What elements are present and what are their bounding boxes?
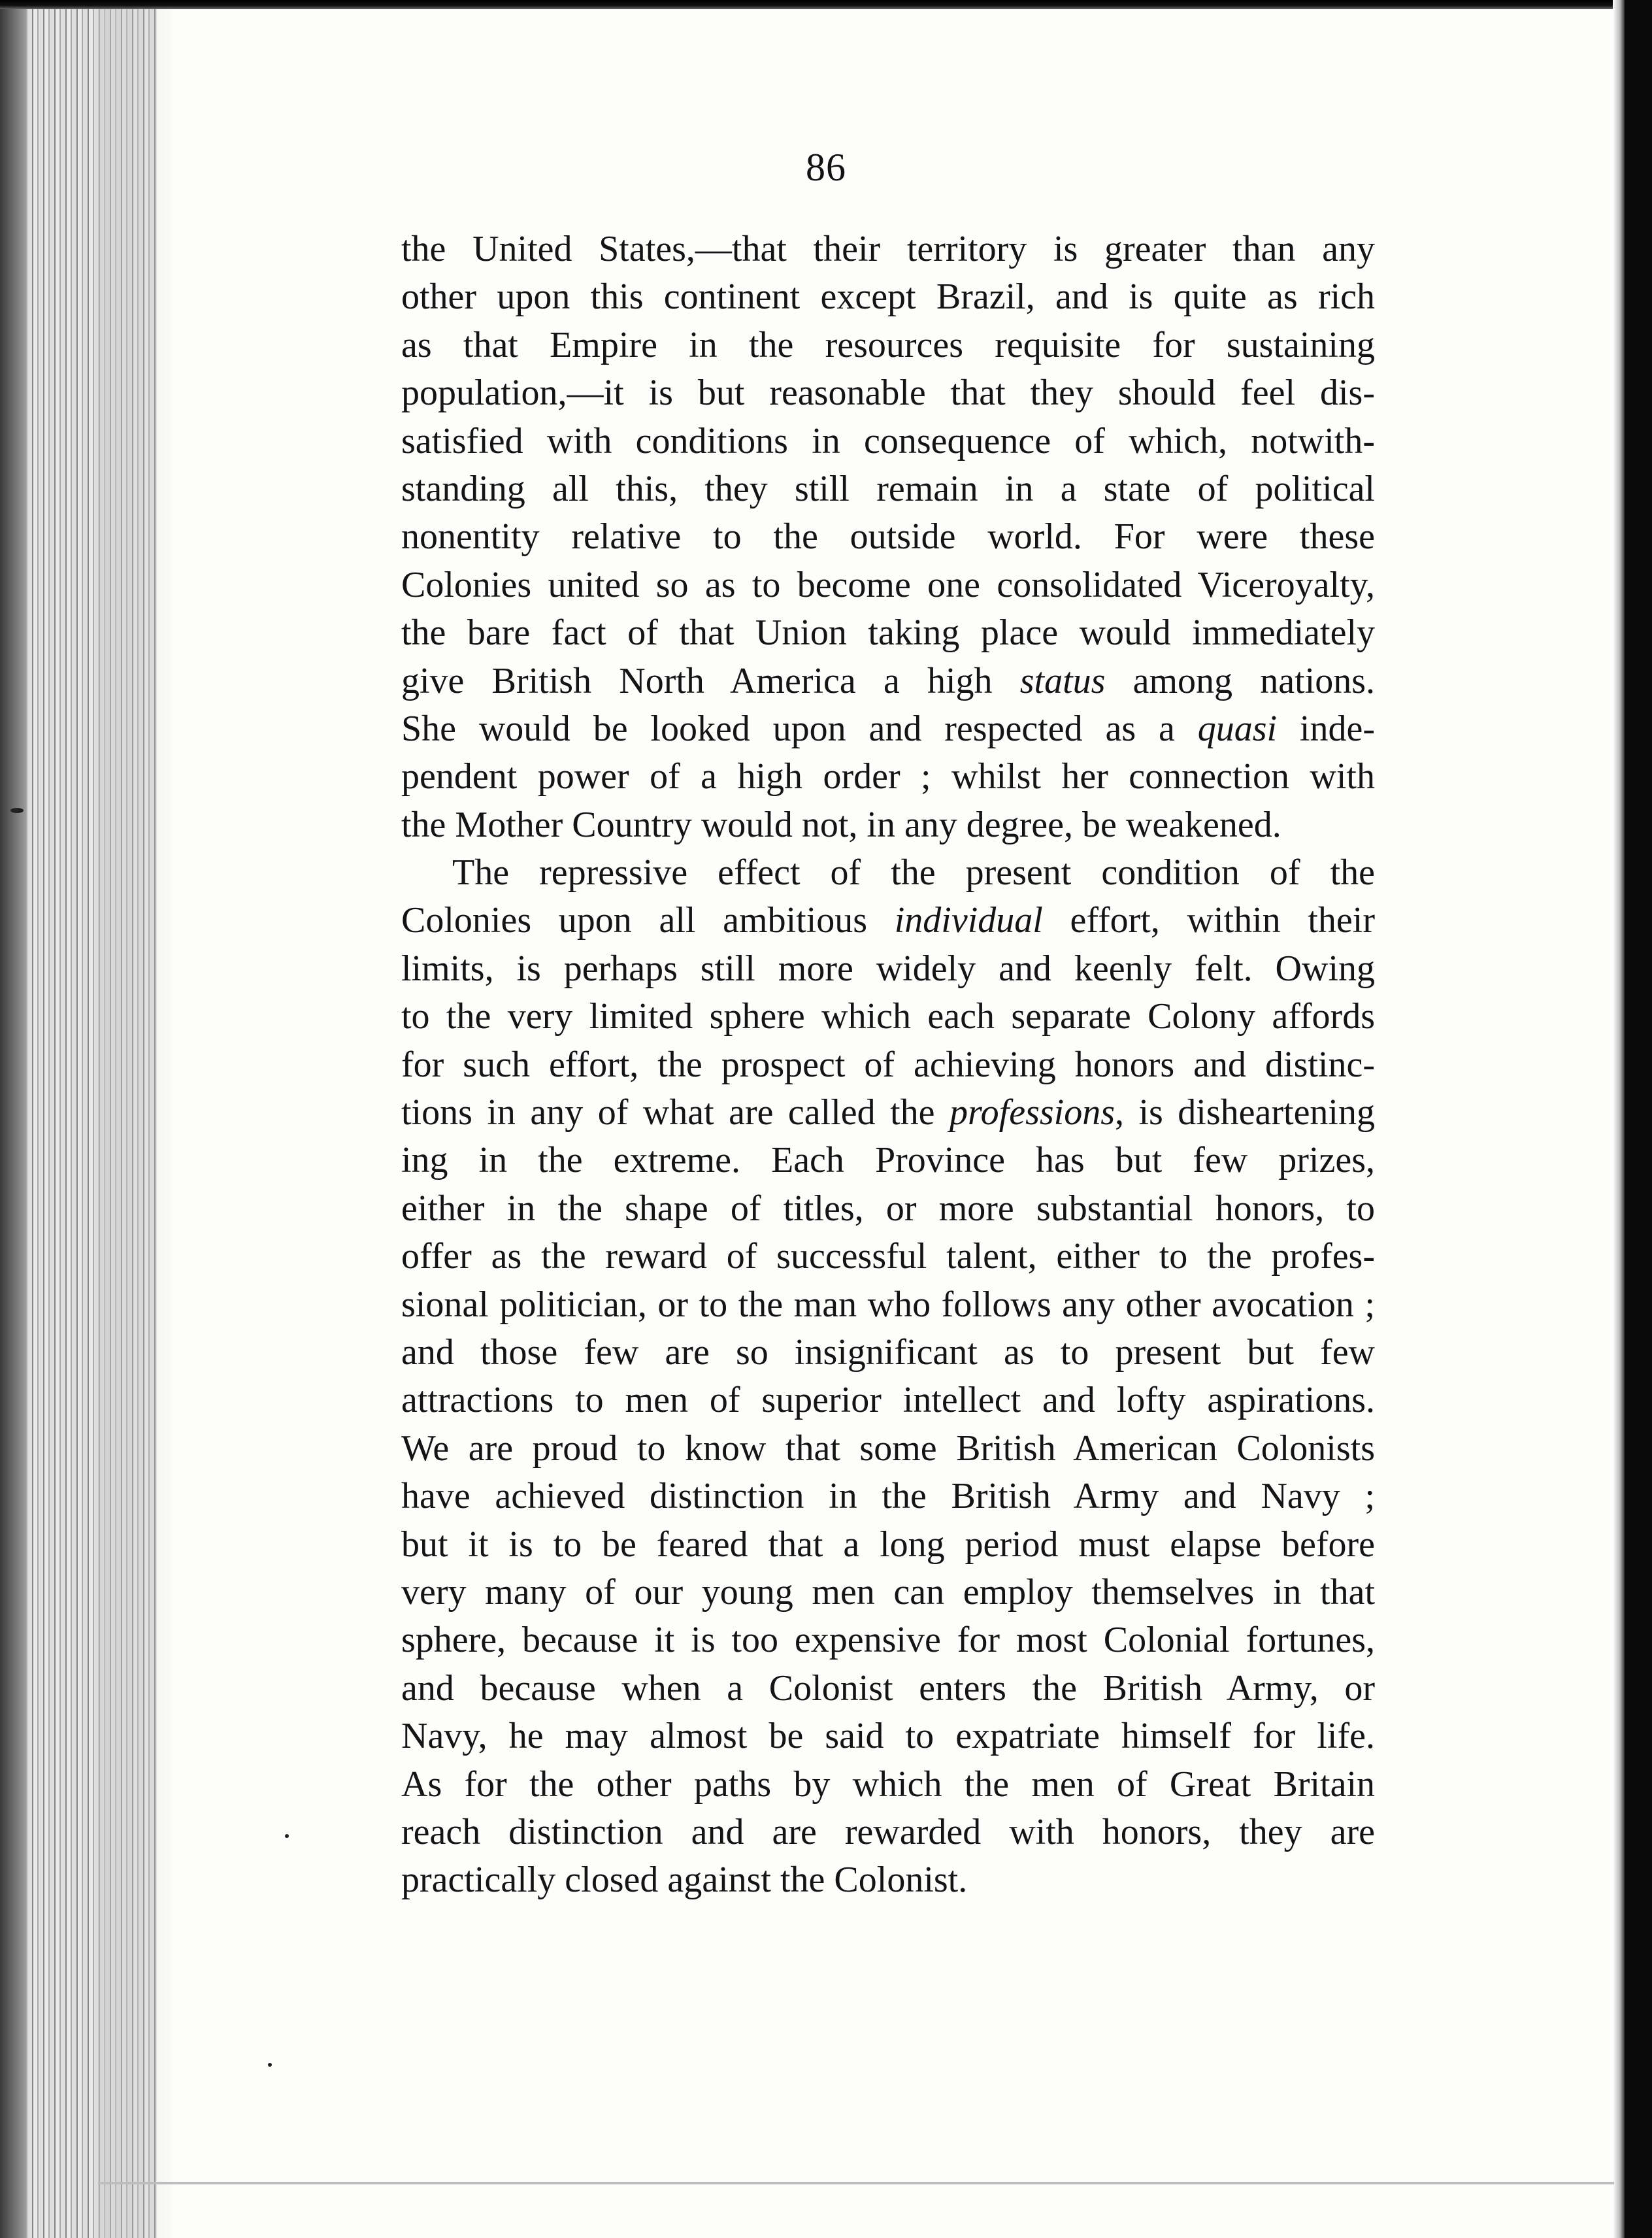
text-run: inde- bbox=[1277, 708, 1375, 749]
page-bottom-edge bbox=[98, 2182, 1614, 2184]
text-run: among nations. bbox=[1105, 660, 1375, 701]
italic-term: status bbox=[1019, 660, 1106, 701]
text-line: very many of our young men can employ themselves in that bbox=[401, 1571, 1375, 1612]
text-line: sional politician, or to the man who follows any other avocation ; bbox=[401, 1284, 1375, 1325]
text-run: Colonies upon all ambitious bbox=[401, 900, 895, 941]
text-line: reach distinction and are rewarded with honors, they are bbox=[401, 1811, 1375, 1852]
text-line: attractions to men of superior intellect and lofty aspirations. bbox=[401, 1380, 1375, 1421]
text-run: She would be looked upon and respected as a bbox=[401, 708, 1198, 749]
text-line: and because when a Colonist enters the British Army, or bbox=[401, 1667, 1375, 1709]
body-text bbox=[401, 225, 1375, 1905]
text-line: as that Empire in the resources requisite for sustaining bbox=[401, 324, 1375, 365]
text-run: tions in any of what are called the bbox=[401, 1092, 950, 1133]
italic-term: quasi bbox=[1197, 708, 1278, 749]
text-line: practically closed against the Colonist. bbox=[401, 1860, 968, 1901]
text-line bbox=[401, 897, 1375, 944]
text-line: the bare fact of that Union taking place would immediately bbox=[401, 612, 1375, 654]
text-line: to the very limited sphere which each separate Colony affords bbox=[401, 996, 1375, 1037]
gutter-shadow bbox=[0, 0, 26, 2238]
scan-speck bbox=[268, 2063, 272, 2067]
italic-term: professions bbox=[949, 1092, 1115, 1133]
scan-border-right bbox=[1625, 0, 1652, 2238]
text-line: satisfied with conditions in consequence of which, notwith- bbox=[401, 420, 1375, 461]
text-line: the Mother Country would not, in any degree, be weakened. bbox=[401, 804, 1281, 845]
text-line: limits, is perhaps still more widely and keenly felt. Owing bbox=[401, 948, 1375, 989]
text-run: , is disheartening bbox=[1115, 1092, 1375, 1133]
text-line: but it is to be feared that a long period must elapse before bbox=[401, 1524, 1375, 1565]
text-line: standing all this, they still remain in a state of political bbox=[401, 468, 1375, 509]
scan-speck bbox=[10, 808, 24, 813]
text-line: other upon this continent except Brazil, and is quite as rich bbox=[401, 276, 1375, 318]
scan-speck bbox=[285, 1834, 289, 1838]
text-line: The repressive effect of the present condition of the bbox=[452, 852, 1375, 894]
text-line: offer as the reward of successful talent, either to the profes- bbox=[401, 1236, 1375, 1277]
text-line: ing in the extreme. Each Province has but few prizes, bbox=[401, 1140, 1375, 1181]
text-line: Navy, he may almost be said to expatriate himself for life. bbox=[401, 1716, 1375, 1757]
text-line bbox=[401, 705, 1375, 753]
scan-border-top bbox=[0, 0, 1652, 9]
text-run: effort, within their bbox=[1042, 900, 1375, 941]
text-line: for such effort, the prospect of achieving honors and distinc- bbox=[401, 1044, 1375, 1085]
italic-term: individual bbox=[894, 900, 1043, 941]
text-line: nonentity relative to the outside world. For were these bbox=[401, 516, 1375, 558]
text-line: have achieved distinction in the British Army and Navy ; bbox=[401, 1476, 1375, 1517]
text-line bbox=[401, 1089, 1375, 1137]
text-line: either in the shape of titles, or more substantial honors, to bbox=[401, 1188, 1375, 1229]
text-line: and those few are so insignificant as to present but few bbox=[401, 1331, 1375, 1373]
text-run: give British North America a high bbox=[401, 660, 1020, 701]
text-line: We are proud to know that some British American Colonists bbox=[401, 1428, 1375, 1469]
text-line: population,—it is but reasonable that they should feel dis- bbox=[401, 373, 1375, 414]
text-line: Colonies united so as to become one consolidated Viceroyalty, bbox=[401, 564, 1375, 605]
text-line: As for the other paths by which the men of Great Britain bbox=[401, 1763, 1375, 1805]
page-number: 86 bbox=[806, 146, 846, 189]
text-line: sphere, because it is too expensive for most Colonial fortunes, bbox=[401, 1620, 1375, 1661]
page-edge-right bbox=[1613, 0, 1625, 2238]
gutter-fade bbox=[98, 0, 176, 2238]
text-line: the United States,—that their territory is greater than any bbox=[401, 229, 1375, 269]
text-line bbox=[401, 658, 1375, 705]
text-line: pendent power of a high order ; whilst her connection with bbox=[401, 756, 1375, 797]
